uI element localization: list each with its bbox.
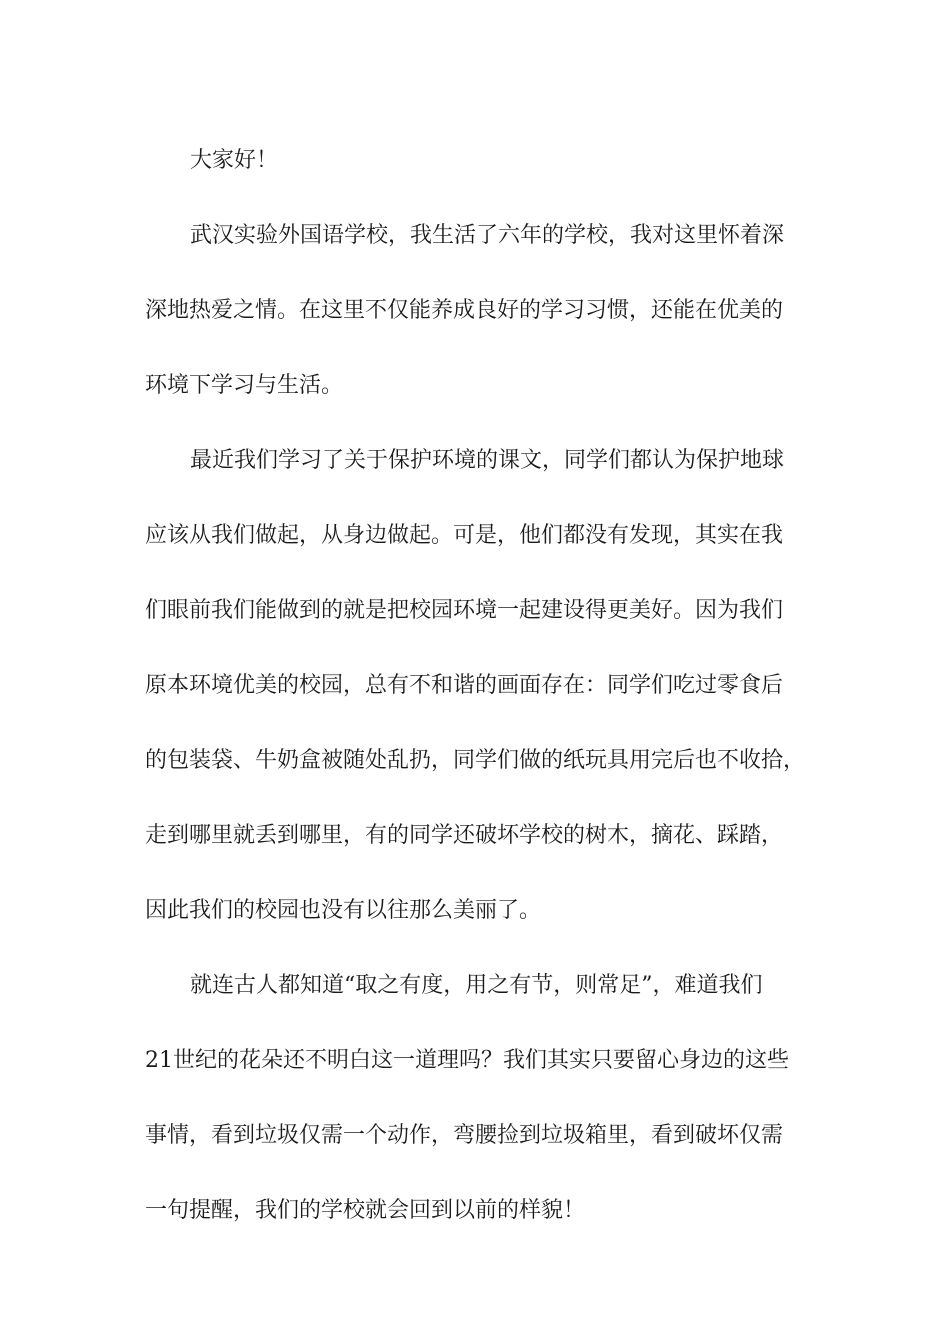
paragraph-line: 一句提醒，我们的学校就会回到以前的样貌！ (145, 1198, 586, 1223)
paragraph-environment-problem (145, 423, 835, 948)
paragraph-line: 的包装袋、牛奶盒被随处乱扔，同学们做的纸玩具用完后也不收拾， (145, 748, 806, 773)
paragraph-line: 环境下学习与生活。 (145, 373, 344, 398)
paragraph-line: 走到哪里就丢到哪里，有的同学还破坏学校的树木，摘花、踩踏， (145, 823, 784, 848)
paragraph-line: 们眼前我们能做到的就是把校园环境一起建设得更美好。因为我们 (145, 598, 784, 623)
paragraph-line: 因此我们的校园也没有以往那么美丽了。 (145, 898, 542, 923)
paragraph-line: 事情，看到垃圾仅需一个动作，弯腰捡到垃圾箱里，看到破坏仅需 (145, 1123, 784, 1148)
paragraph-line: 武汉实验外国语学校，我生活了六年的学校，我对这里怀着深 (190, 223, 785, 248)
paragraph-line: 深地热爱之情。在这里不仅能养成良好的学习习惯，还能在优美的 (145, 298, 784, 323)
paragraph-line: 最近我们学习了关于保护环境的课文，同学们都认为保护地球 (190, 448, 785, 473)
paragraph-call-to-action (145, 948, 835, 1248)
paragraph-line: 应该从我们做起，从身边做起。可是，他们都没有发现，其实在我 (145, 523, 784, 548)
greeting-paragraph (145, 123, 835, 198)
paragraph-school-intro (145, 198, 835, 423)
document-body (145, 123, 835, 1248)
greeting-line: 大家好！ (190, 148, 279, 173)
paragraph-line: 原本环境优美的校园，总有不和谐的画面存在：同学们吃过零食后 (145, 673, 784, 698)
paragraph-line: 21世纪的花朵还不明白这一道理吗？我们其实只要留心身边的这些 (145, 1048, 789, 1073)
paragraph-line: 就连古人都知道“取之有度，用之有节，则常足”，难道我们 (190, 973, 763, 998)
